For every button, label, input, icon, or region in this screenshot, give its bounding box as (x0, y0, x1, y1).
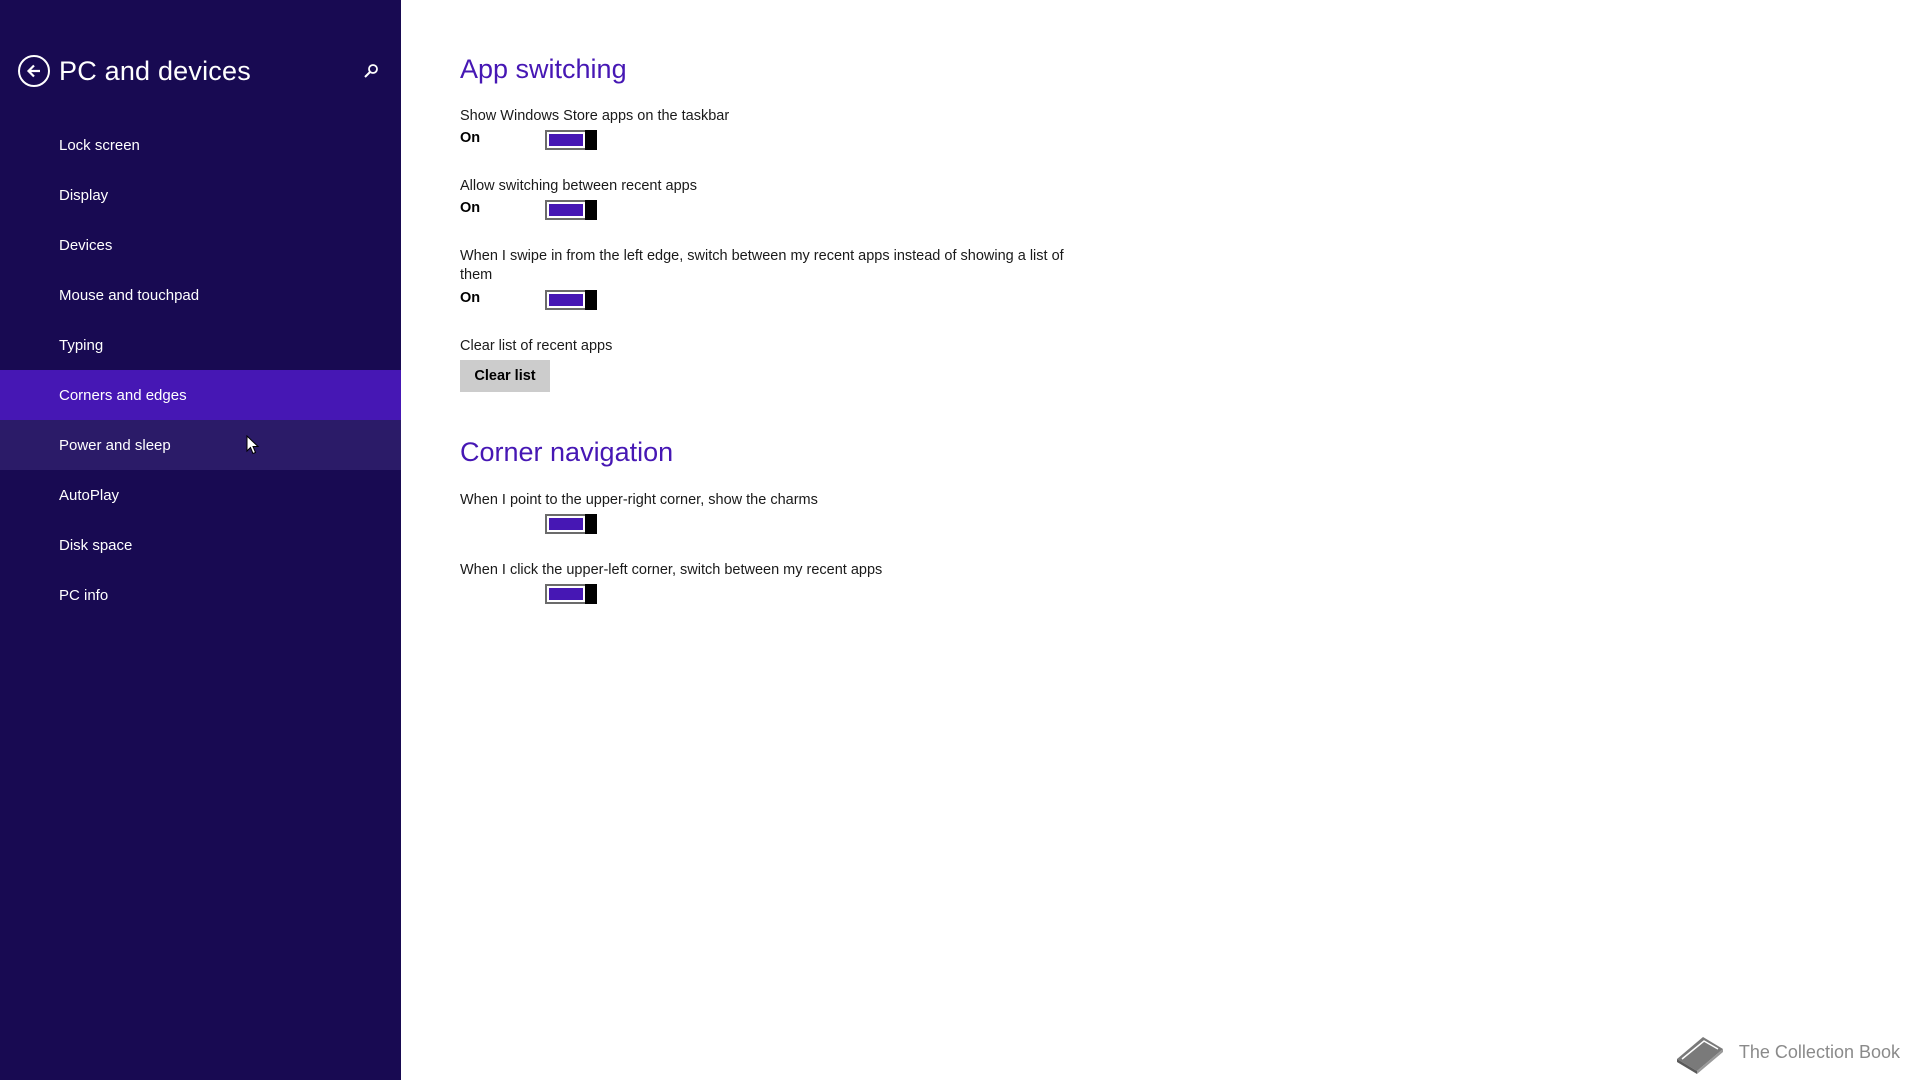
search-icon (363, 63, 379, 79)
mouse-cursor-icon (246, 435, 260, 455)
toggle-fill (549, 294, 583, 306)
toggle-fill (549, 204, 583, 216)
setting-label: When I swipe in from the left edge, switch between my recent apps instead of showing a list of them (460, 248, 1064, 283)
sidebar-header (18, 53, 383, 89)
page-title: PC and devices (59, 55, 251, 86)
toggle-thumb (585, 514, 597, 534)
section-title-app-switching: App switching (460, 54, 627, 84)
setting-label: Allow switching between recent apps (460, 178, 697, 194)
sidebar-item-autoplay[interactable]: AutoPlay (59, 486, 120, 504)
sidebar-item-mouse-and-touchpad[interactable]: Mouse and touchpad (59, 286, 200, 304)
search-button[interactable] (361, 61, 381, 81)
toggle-fill (549, 134, 583, 146)
toggle-thumb (585, 130, 597, 150)
sidebar-item-power-and-sleep[interactable]: Power and sleep (0, 420, 401, 470)
section-title-corner-navigation: Corner navigation (460, 437, 674, 467)
swipe-left-edge-toggle[interactable] (545, 290, 597, 310)
watermark (1671, 1029, 1900, 1075)
back-arrow-icon (25, 62, 43, 80)
toggle-state-label: On (460, 200, 481, 216)
watermark-text: The Collection Book (1738, 1041, 1900, 1062)
taskbar-store-apps-toggle[interactable] (545, 130, 597, 150)
setting-label: Show Windows Store apps on the taskbar (460, 108, 730, 124)
sidebar-item-typing[interactable]: Typing (59, 336, 104, 354)
sidebar-nav (0, 120, 401, 620)
clear-list-button[interactable]: Clear list (460, 360, 550, 392)
toggle-thumb (585, 200, 597, 220)
sidebar-item-lock-screen[interactable]: Lock screen (59, 136, 140, 154)
toggle-fill (549, 588, 583, 600)
sidebar-item-pc-info[interactable]: PC info (59, 586, 109, 604)
sidebar-item-display[interactable]: Display (59, 186, 109, 204)
toggle-thumb (585, 290, 597, 310)
toggle-state-label: On (460, 290, 481, 306)
setting-label: When I click the upper-left corner, switch between my recent apps (460, 562, 883, 578)
toggle-thumb (585, 584, 597, 604)
toggle-fill (549, 518, 583, 530)
sidebar (0, 0, 401, 1080)
sidebar-item-disk-space[interactable]: Disk space (59, 536, 133, 554)
sidebar-item-devices[interactable]: Devices (59, 236, 113, 254)
book-icon (1671, 1029, 1727, 1075)
charms-corner-toggle[interactable] (545, 514, 597, 534)
setting-label: Clear list of recent apps (460, 338, 613, 354)
back-button[interactable] (18, 55, 50, 87)
sidebar-item-corners-and-edges[interactable]: Corners and edges (0, 370, 401, 420)
toggle-state-label: On (460, 130, 481, 146)
upper-left-corner-toggle[interactable] (545, 584, 597, 604)
recent-apps-switching-toggle[interactable] (545, 200, 597, 220)
setting-label: When I point to the upper-right corner, show the charms (460, 492, 818, 508)
